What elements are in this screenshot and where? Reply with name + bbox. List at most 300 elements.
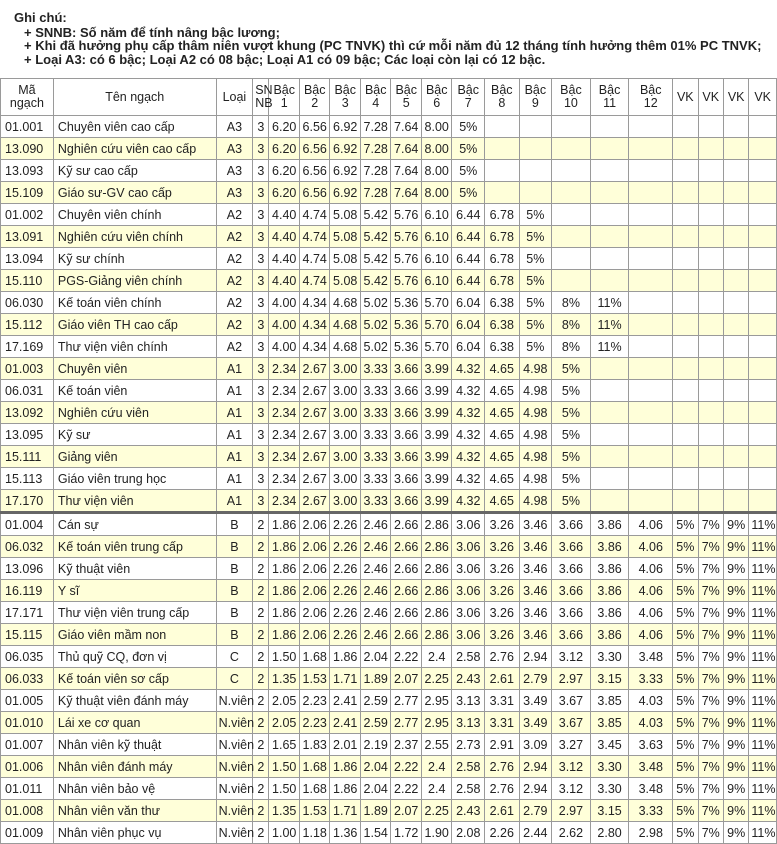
table-cell: 7.28 (360, 160, 391, 182)
code-cell: 01.006 (1, 756, 54, 778)
table-cell (673, 116, 698, 138)
table-cell: 2.46 (360, 536, 391, 558)
table-cell (723, 226, 748, 248)
table-cell: 5.02 (360, 314, 391, 336)
table-cell: 5% (519, 270, 552, 292)
table-cell: 2.66 (391, 624, 422, 646)
table-cell (749, 402, 777, 424)
name-cell: Giáo viên trung học (53, 468, 216, 490)
table-cell (629, 424, 673, 446)
table-cell: 4.03 (629, 690, 673, 712)
table-cell (749, 270, 777, 292)
code-cell: 16.119 (1, 580, 54, 602)
table-cell: 4.32 (452, 380, 485, 402)
table-cell: 1.18 (299, 822, 330, 844)
table-row (1, 336, 777, 358)
table-cell: 3 (253, 138, 269, 160)
table-cell: 5% (673, 822, 698, 844)
table-cell (749, 336, 777, 358)
table-cell: 2.95 (421, 712, 452, 734)
table-cell: 5% (519, 292, 552, 314)
table-cell: 3.15 (590, 668, 629, 690)
table-cell: 5% (673, 712, 698, 734)
table-cell: 11% (749, 602, 777, 624)
table-cell: 2 (253, 558, 269, 580)
table-cell: 6.38 (485, 292, 520, 314)
table-cell: 5.76 (391, 226, 422, 248)
table-cell: 2.26 (330, 602, 361, 624)
table-cell (629, 446, 673, 468)
table-cell: 4.65 (485, 490, 520, 513)
table-cell (552, 182, 591, 204)
table-cell: 9% (723, 690, 748, 712)
table-cell: 2.58 (452, 756, 485, 778)
table-cell: 9% (723, 513, 748, 536)
table-cell: 7% (698, 580, 723, 602)
table-cell: 2.26 (330, 624, 361, 646)
table-row (1, 402, 777, 424)
code-cell: 15.111 (1, 446, 54, 468)
table-cell (698, 226, 723, 248)
table-cell: 1.53 (299, 800, 330, 822)
table-cell (673, 468, 698, 490)
table-cell: 2 (253, 646, 269, 668)
table-cell (723, 490, 748, 513)
table-cell: 2 (253, 800, 269, 822)
name-cell: Nghiên cứu viên chính (53, 226, 216, 248)
table-cell: 8% (552, 336, 591, 358)
table-row (1, 490, 777, 513)
table-cell (590, 182, 629, 204)
name-cell: Nhân viên bảo vệ (53, 778, 216, 800)
table-row (1, 690, 777, 712)
table-cell: 2.01 (330, 734, 361, 756)
table-cell: 6.20 (269, 138, 300, 160)
table-cell: 3.66 (391, 446, 422, 468)
table-cell: 3.99 (421, 358, 452, 380)
table-cell: 3 (253, 314, 269, 336)
table-cell: 3.12 (552, 646, 591, 668)
table-cell: 7.28 (360, 138, 391, 160)
code-cell: 01.007 (1, 734, 54, 756)
table-cell: 4.40 (269, 204, 300, 226)
table-cell: 1.35 (269, 668, 300, 690)
table-cell: 2.79 (519, 668, 552, 690)
table-cell: 2.55 (421, 734, 452, 756)
name-cell: Cán sự (53, 513, 216, 536)
table-cell: A2 (216, 204, 253, 226)
column-header: VK (698, 79, 723, 116)
table-cell: 3.99 (421, 380, 452, 402)
table-cell: 2.66 (391, 580, 422, 602)
table-cell: 3.85 (590, 690, 629, 712)
table-cell: 4.06 (629, 624, 673, 646)
table-cell: 3.49 (519, 712, 552, 734)
table-cell: 3 (253, 336, 269, 358)
code-cell: 06.035 (1, 646, 54, 668)
table-cell: 9% (723, 580, 748, 602)
table-cell: 1.86 (269, 602, 300, 624)
code-cell: 01.009 (1, 822, 54, 844)
table-cell (590, 446, 629, 468)
table-cell: 2.67 (299, 358, 330, 380)
table-cell: A2 (216, 248, 253, 270)
table-cell (629, 204, 673, 226)
table-cell: 2.04 (360, 646, 391, 668)
table-cell: 3.66 (391, 424, 422, 446)
table-cell: 7.64 (391, 116, 422, 138)
table-cell: 5% (673, 513, 698, 536)
table-cell: 2.76 (485, 646, 520, 668)
name-cell: Chuyên viên chính (53, 204, 216, 226)
table-cell: 1.89 (360, 800, 391, 822)
code-cell: 13.092 (1, 402, 54, 424)
table-cell (673, 138, 698, 160)
table-cell: 2.34 (269, 446, 300, 468)
table-cell (723, 138, 748, 160)
table-cell: 3.48 (629, 756, 673, 778)
table-cell: 3.66 (552, 536, 591, 558)
table-cell: 4.98 (519, 358, 552, 380)
table-cell: 1.00 (269, 822, 300, 844)
table-cell: 2.05 (269, 690, 300, 712)
table-cell (590, 358, 629, 380)
code-cell: 06.031 (1, 380, 54, 402)
table-cell: 3.49 (519, 690, 552, 712)
column-header: SN NB (253, 79, 269, 116)
column-header: Bậc 7 (452, 79, 485, 116)
table-cell: 6.44 (452, 248, 485, 270)
table-cell (723, 204, 748, 226)
table-cell: 5% (552, 424, 591, 446)
table-cell (629, 336, 673, 358)
table-cell (629, 270, 673, 292)
code-cell: 01.008 (1, 800, 54, 822)
table-cell: 7% (698, 822, 723, 844)
table-cell: 9% (723, 624, 748, 646)
table-cell: 1.72 (391, 822, 422, 844)
table-cell: 7% (698, 690, 723, 712)
table-cell: 2.4 (421, 646, 452, 668)
code-cell: 17.171 (1, 602, 54, 624)
table-cell: 1.50 (269, 778, 300, 800)
table-cell (723, 270, 748, 292)
table-cell: 3.33 (360, 402, 391, 424)
column-header: Mã ngạch (1, 79, 54, 116)
table-cell: 1.86 (269, 558, 300, 580)
table-cell: 6.04 (452, 336, 485, 358)
table-cell: 2.76 (485, 778, 520, 800)
table-cell: 2.4 (421, 778, 452, 800)
table-cell: A3 (216, 116, 253, 138)
table-row (1, 424, 777, 446)
table-cell: 1.86 (330, 646, 361, 668)
table-cell: 2.06 (299, 558, 330, 580)
column-header: Bậc 4 (360, 79, 391, 116)
table-cell: 6.10 (421, 226, 452, 248)
table-cell: 7% (698, 734, 723, 756)
table-cell: 5% (673, 602, 698, 624)
name-cell: Nhân viên đánh máy (53, 756, 216, 778)
table-cell (629, 314, 673, 336)
table-cell: 2.22 (391, 646, 422, 668)
table-cell: 2.41 (330, 712, 361, 734)
table-cell: 1.86 (330, 756, 361, 778)
table-cell: 1.36 (330, 822, 361, 844)
table-cell (698, 490, 723, 513)
table-cell (552, 204, 591, 226)
table-row (1, 314, 777, 336)
salary-scale-table (0, 78, 777, 844)
table-cell: 4.03 (629, 712, 673, 734)
code-cell: 01.005 (1, 690, 54, 712)
table-cell (673, 380, 698, 402)
table-cell: 2.61 (485, 668, 520, 690)
table-cell: N.viên (216, 822, 253, 844)
table-cell: 3.33 (360, 380, 391, 402)
table-cell: 6.10 (421, 270, 452, 292)
table-cell: A1 (216, 402, 253, 424)
table-row (1, 160, 777, 182)
code-cell: 15.109 (1, 182, 54, 204)
table-cell: 3.30 (590, 646, 629, 668)
table-cell: 5% (673, 690, 698, 712)
table-cell: 4.74 (299, 204, 330, 226)
table-cell (590, 160, 629, 182)
table-cell: 3 (253, 446, 269, 468)
table-cell (629, 116, 673, 138)
table-cell: 2.25 (421, 668, 452, 690)
table-cell (485, 182, 520, 204)
table-cell: 4.40 (269, 226, 300, 248)
table-cell: 2.67 (299, 424, 330, 446)
name-cell: Giáo sư-GV cao cấp (53, 182, 216, 204)
table-cell (673, 204, 698, 226)
table-cell: 11% (590, 336, 629, 358)
code-cell: 17.170 (1, 490, 54, 513)
table-cell: 2.86 (421, 513, 452, 536)
table-cell: 2.37 (391, 734, 422, 756)
table-cell: 5.36 (391, 336, 422, 358)
table-cell: 4.98 (519, 468, 552, 490)
table-cell: 5% (673, 646, 698, 668)
table-cell: 7.28 (360, 182, 391, 204)
name-cell: Lái xe cơ quan (53, 712, 216, 734)
table-cell: 3 (253, 468, 269, 490)
table-cell (749, 468, 777, 490)
table-cell (723, 380, 748, 402)
table-cell (723, 248, 748, 270)
table-cell (723, 446, 748, 468)
table-cell: 3.66 (552, 580, 591, 602)
table-cell: A1 (216, 468, 253, 490)
table-cell: 4.98 (519, 380, 552, 402)
table-cell: 8.00 (421, 160, 452, 182)
table-cell: 5.08 (330, 270, 361, 292)
table-cell: 2 (253, 668, 269, 690)
table-cell: 7% (698, 712, 723, 734)
table-cell (485, 138, 520, 160)
table-cell: 6.44 (452, 204, 485, 226)
table-row (1, 204, 777, 226)
table-cell: 7.64 (391, 160, 422, 182)
table-cell: 3.06 (452, 580, 485, 602)
table-cell (629, 182, 673, 204)
name-cell: Kỹ sư chính (53, 248, 216, 270)
table-cell: 3 (253, 226, 269, 248)
table-cell (698, 424, 723, 446)
table-cell (673, 446, 698, 468)
column-header: Bậc 5 (391, 79, 422, 116)
table-cell: 6.20 (269, 160, 300, 182)
table-cell: 3.86 (590, 536, 629, 558)
table-cell: 3.00 (330, 468, 361, 490)
table-cell: 2.34 (269, 380, 300, 402)
table-cell (698, 402, 723, 424)
table-cell: 11% (749, 624, 777, 646)
name-cell: Nghiên cứu viên (53, 402, 216, 424)
name-cell: Thư viện viên chính (53, 336, 216, 358)
table-cell (629, 402, 673, 424)
table-cell: 4.40 (269, 270, 300, 292)
table-cell: 4.68 (330, 292, 361, 314)
table-cell: 9% (723, 602, 748, 624)
table-cell: 1.83 (299, 734, 330, 756)
table-cell: 3.99 (421, 490, 452, 513)
table-cell: 7.28 (360, 116, 391, 138)
table-cell (698, 116, 723, 138)
table-cell: 3.99 (421, 402, 452, 424)
column-header: VK (749, 79, 777, 116)
table-cell: 1.86 (269, 624, 300, 646)
table-cell: 11% (749, 778, 777, 800)
table-cell (673, 402, 698, 424)
table-cell: 2.94 (519, 646, 552, 668)
table-cell: 2.34 (269, 468, 300, 490)
table-cell: 5.42 (360, 248, 391, 270)
table-cell (749, 182, 777, 204)
table-cell: 5% (452, 116, 485, 138)
table-cell: 9% (723, 646, 748, 668)
table-row (1, 734, 777, 756)
table-cell: 4.68 (330, 336, 361, 358)
table-cell (552, 160, 591, 182)
table-cell (629, 358, 673, 380)
table-cell (749, 204, 777, 226)
table-cell: 6.04 (452, 292, 485, 314)
table-cell: 2.66 (391, 558, 422, 580)
table-cell: A1 (216, 446, 253, 468)
table-cell: 3.99 (421, 446, 452, 468)
table-cell: 8.00 (421, 182, 452, 204)
table-cell: 2.67 (299, 446, 330, 468)
table-cell: 4.06 (629, 602, 673, 624)
table-cell (723, 292, 748, 314)
name-cell: Giảng viên (53, 446, 216, 468)
table-cell: 2 (253, 624, 269, 646)
code-cell: 13.095 (1, 424, 54, 446)
table-cell: 5.08 (330, 248, 361, 270)
table-cell (723, 468, 748, 490)
table-cell: 3 (253, 424, 269, 446)
table-cell: 2.91 (485, 734, 520, 756)
table-cell: 2.26 (485, 822, 520, 844)
table-cell: 2.67 (299, 402, 330, 424)
table-cell: 3.46 (519, 558, 552, 580)
table-row (1, 668, 777, 690)
table-cell: 11% (749, 558, 777, 580)
table-cell: 6.78 (485, 226, 520, 248)
table-cell: 2.77 (391, 690, 422, 712)
table-cell: 9% (723, 756, 748, 778)
table-cell: B (216, 558, 253, 580)
table-cell: 3.13 (452, 712, 485, 734)
table-cell (552, 226, 591, 248)
name-cell: Kế toán viên (53, 380, 216, 402)
table-cell (485, 160, 520, 182)
table-cell: 1.68 (299, 646, 330, 668)
table-cell: 3.26 (485, 558, 520, 580)
table-cell: 2.26 (330, 513, 361, 536)
table-cell: 5.70 (421, 314, 452, 336)
table-cell (590, 424, 629, 446)
table-cell: N.viên (216, 778, 253, 800)
table-cell: 11% (749, 580, 777, 602)
table-cell (673, 314, 698, 336)
table-cell: 11% (749, 668, 777, 690)
table-cell: 2.46 (360, 580, 391, 602)
table-cell: 4.32 (452, 402, 485, 424)
table-cell: N.viên (216, 756, 253, 778)
table-row (1, 116, 777, 138)
table-cell: 2.05 (269, 712, 300, 734)
table-cell: 1.86 (269, 513, 300, 536)
table-cell: 2.25 (421, 800, 452, 822)
table-cell: 5% (673, 668, 698, 690)
table-cell: N.viên (216, 690, 253, 712)
table-cell: 3.26 (485, 602, 520, 624)
table-cell: 3.86 (590, 513, 629, 536)
table-cell (629, 248, 673, 270)
table-cell: 3.45 (590, 734, 629, 756)
table-cell: 2.44 (519, 822, 552, 844)
table-cell: 3.46 (519, 536, 552, 558)
table-cell: A1 (216, 424, 253, 446)
table-cell: 2.06 (299, 624, 330, 646)
table-row (1, 226, 777, 248)
table-cell: 3 (253, 270, 269, 292)
table-cell: 9% (723, 800, 748, 822)
notes-block (0, 0, 777, 78)
column-header: Bậc 2 (299, 79, 330, 116)
name-cell: Kế toán viên chính (53, 292, 216, 314)
table-cell (698, 358, 723, 380)
table-cell (519, 182, 552, 204)
table-cell: 6.10 (421, 248, 452, 270)
table-cell: 2.26 (330, 536, 361, 558)
table-cell: 3.33 (629, 800, 673, 822)
table-cell: 3 (253, 160, 269, 182)
table-cell (723, 182, 748, 204)
table-row (1, 138, 777, 160)
table-cell (698, 468, 723, 490)
table-cell: 3.33 (360, 424, 391, 446)
column-header: VK (673, 79, 698, 116)
table-cell: 6.78 (485, 204, 520, 226)
table-cell: 4.32 (452, 490, 485, 513)
table-cell (629, 468, 673, 490)
table-cell: 3.66 (391, 358, 422, 380)
